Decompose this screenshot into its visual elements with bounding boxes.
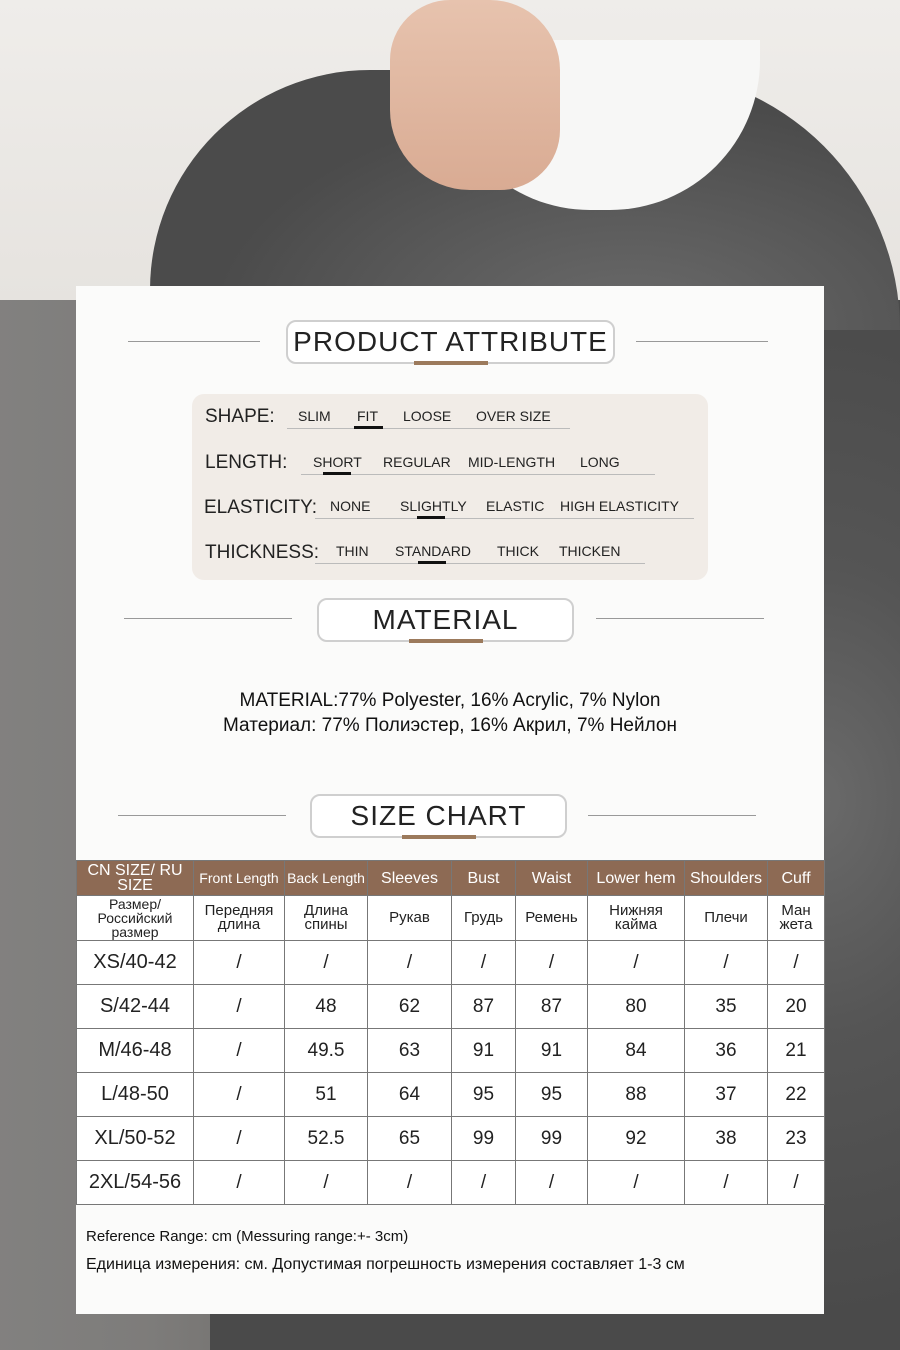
table-cell: 36 bbox=[685, 1029, 768, 1073]
attribute-label-shape: SHAPE: bbox=[205, 406, 275, 427]
table-cell: / bbox=[588, 941, 685, 985]
attribute-option: NONE bbox=[330, 498, 371, 514]
size-cell: S/42-44 bbox=[77, 985, 194, 1029]
material-text-en: MATERIAL:77% Polyester, 16% Acrylic, 7% Nylon bbox=[239, 690, 661, 711]
header-cell-ru: Ремень bbox=[516, 896, 588, 941]
material-title-text: MATERIAL bbox=[372, 604, 519, 635]
table-cell: / bbox=[588, 1161, 685, 1205]
attribute-option: OVER SIZE bbox=[476, 408, 551, 424]
header-cell-ru: Передняя длина bbox=[194, 896, 285, 941]
table-cell: / bbox=[452, 1161, 516, 1205]
table-cell: / bbox=[194, 1117, 285, 1161]
attribute-scale-line bbox=[301, 474, 655, 475]
header-cell-ru: Рукав bbox=[368, 896, 452, 941]
selected-marker bbox=[417, 516, 445, 519]
attribute-option: ELASTIC bbox=[486, 498, 545, 514]
attribute-option: REGULAR bbox=[383, 454, 451, 470]
table-row bbox=[77, 1073, 825, 1117]
table-cell: 99 bbox=[452, 1117, 516, 1161]
table-cell: 37 bbox=[685, 1073, 768, 1117]
attribute-option: LONG bbox=[580, 454, 620, 470]
size-cell: XL/50-52 bbox=[77, 1117, 194, 1161]
header-cell-ru: Ман жета bbox=[768, 896, 825, 941]
table-cell: 20 bbox=[768, 985, 825, 1029]
size-chart-title-text: SIZE CHART bbox=[350, 800, 527, 831]
selected-marker bbox=[323, 472, 351, 475]
attribute-option-selected: SHORT bbox=[313, 454, 362, 470]
size-chart-title bbox=[310, 794, 567, 838]
divider-line bbox=[636, 341, 768, 342]
table-cell: 51 bbox=[285, 1073, 368, 1117]
table-cell: 21 bbox=[768, 1029, 825, 1073]
attribute-option: THICK bbox=[497, 543, 539, 559]
header-cell: Front Length bbox=[194, 861, 285, 896]
material-title bbox=[317, 598, 574, 642]
table-row bbox=[77, 1161, 825, 1205]
table-cell: 65 bbox=[368, 1117, 452, 1161]
table-cell: / bbox=[516, 1161, 588, 1205]
table-cell: 62 bbox=[368, 985, 452, 1029]
attribute-label-thickness: THICKNESS: bbox=[205, 542, 320, 563]
attribute-option: THIN bbox=[336, 543, 369, 559]
attribute-label-length: LENGTH: bbox=[205, 452, 288, 473]
table-cell: 95 bbox=[452, 1073, 516, 1117]
table-cell: / bbox=[194, 941, 285, 985]
header-cell: Cuff bbox=[768, 861, 825, 896]
divider-line bbox=[128, 341, 260, 342]
table-cell: / bbox=[452, 941, 516, 985]
size-cell: L/48-50 bbox=[77, 1073, 194, 1117]
attribute-scale-line bbox=[287, 428, 570, 429]
divider-line bbox=[118, 815, 286, 816]
table-cell: / bbox=[685, 941, 768, 985]
divider-line bbox=[596, 618, 764, 619]
table-cell: 92 bbox=[588, 1117, 685, 1161]
header-cell-ru: Размер/ Российский размер bbox=[77, 896, 194, 941]
table-cell: 64 bbox=[368, 1073, 452, 1117]
header-row-ru bbox=[77, 896, 825, 941]
selected-marker bbox=[354, 426, 383, 429]
table-row bbox=[77, 985, 825, 1029]
attribute-option-selected: SLIGHTLY bbox=[400, 498, 467, 514]
table-cell: / bbox=[368, 941, 452, 985]
table-cell: / bbox=[194, 985, 285, 1029]
table-cell: 91 bbox=[452, 1029, 516, 1073]
attribute-scale-line bbox=[315, 518, 694, 519]
reference-note-ru: Единица измерения: см. Допустимая погрешность измерения составляет 1-3 см bbox=[86, 1256, 685, 1273]
header-cell: Sleeves bbox=[368, 861, 452, 896]
size-cell: XS/40-42 bbox=[77, 941, 194, 985]
selected-marker bbox=[418, 561, 446, 564]
table-cell: 23 bbox=[768, 1117, 825, 1161]
table-cell: / bbox=[516, 941, 588, 985]
title-accent-bar bbox=[414, 361, 488, 365]
title-accent-bar bbox=[402, 835, 476, 839]
size-rows bbox=[77, 941, 825, 1205]
attribute-option: HIGH ELASTICITY bbox=[560, 498, 680, 514]
table-cell: / bbox=[285, 941, 368, 985]
header-cell: Lower hem bbox=[588, 861, 685, 896]
material-text-ru: Материал: 77% Полиэстер, 16% Акрил, 7% Нейлон bbox=[223, 715, 677, 736]
size-chart-table bbox=[76, 860, 825, 1205]
size-cell: M/46-48 bbox=[77, 1029, 194, 1073]
header-cell: Back Length bbox=[285, 861, 368, 896]
table-cell: 52.5 bbox=[285, 1117, 368, 1161]
header-cell: Shoulders bbox=[685, 861, 768, 896]
table-cell: / bbox=[194, 1029, 285, 1073]
table-cell: 35 bbox=[685, 985, 768, 1029]
table-row bbox=[77, 941, 825, 985]
table-cell: 49.5 bbox=[285, 1029, 368, 1073]
table-cell: 88 bbox=[588, 1073, 685, 1117]
table-cell: / bbox=[768, 941, 825, 985]
table-cell: 91 bbox=[516, 1029, 588, 1073]
attribute-option: THICKEN bbox=[559, 543, 621, 559]
table-cell: 99 bbox=[516, 1117, 588, 1161]
header-row-en bbox=[77, 861, 825, 896]
header-cell-ru: Длина спины bbox=[285, 896, 368, 941]
attribute-scale-line bbox=[315, 563, 645, 564]
table-row bbox=[77, 1029, 825, 1073]
reference-note-en: Reference Range: cm (Messuring range:+- 3cm) bbox=[86, 1228, 409, 1245]
table-cell: 87 bbox=[452, 985, 516, 1029]
divider-line bbox=[124, 618, 292, 619]
table-cell: / bbox=[368, 1161, 452, 1205]
header-cell: Bust bbox=[452, 861, 516, 896]
header-cell: Waist bbox=[516, 861, 588, 896]
table-cell: / bbox=[768, 1161, 825, 1205]
table-cell: 48 bbox=[285, 985, 368, 1029]
product-attribute-title-text: PRODUCT ATTRIBUTE bbox=[293, 326, 608, 357]
attribute-option-selected: FIT bbox=[357, 408, 378, 424]
attribute-option: LOOSE bbox=[403, 408, 452, 424]
table-row bbox=[77, 1117, 825, 1161]
table-cell: / bbox=[685, 1161, 768, 1205]
header-cell: CN SIZE/ RU SIZE bbox=[77, 861, 194, 896]
attribute-label-elasticity: ELASTICITY: bbox=[204, 497, 317, 518]
table-cell: 95 bbox=[516, 1073, 588, 1117]
header-cell-ru: Плечи bbox=[685, 896, 768, 941]
table-cell: 63 bbox=[368, 1029, 452, 1073]
title-accent-bar bbox=[409, 639, 483, 643]
table-cell: / bbox=[285, 1161, 368, 1205]
model-hand bbox=[390, 0, 560, 190]
attribute-option-selected: STANDARD bbox=[395, 543, 471, 559]
table-cell: 22 bbox=[768, 1073, 825, 1117]
attribute-option: SLIM bbox=[298, 408, 331, 424]
header-cell-ru: Нижняя кайма bbox=[588, 896, 685, 941]
attribute-option: MID-LENGTH bbox=[468, 454, 556, 470]
table-cell: / bbox=[194, 1161, 285, 1205]
header-cell-ru: Грудь bbox=[452, 896, 516, 941]
table-cell: / bbox=[194, 1073, 285, 1117]
table-cell: 84 bbox=[588, 1029, 685, 1073]
table-cell: 87 bbox=[516, 985, 588, 1029]
divider-line bbox=[588, 815, 756, 816]
size-cell: 2XL/54-56 bbox=[77, 1161, 194, 1205]
product-attribute-title bbox=[286, 320, 615, 364]
table-cell: 38 bbox=[685, 1117, 768, 1161]
table-cell: 80 bbox=[588, 985, 685, 1029]
